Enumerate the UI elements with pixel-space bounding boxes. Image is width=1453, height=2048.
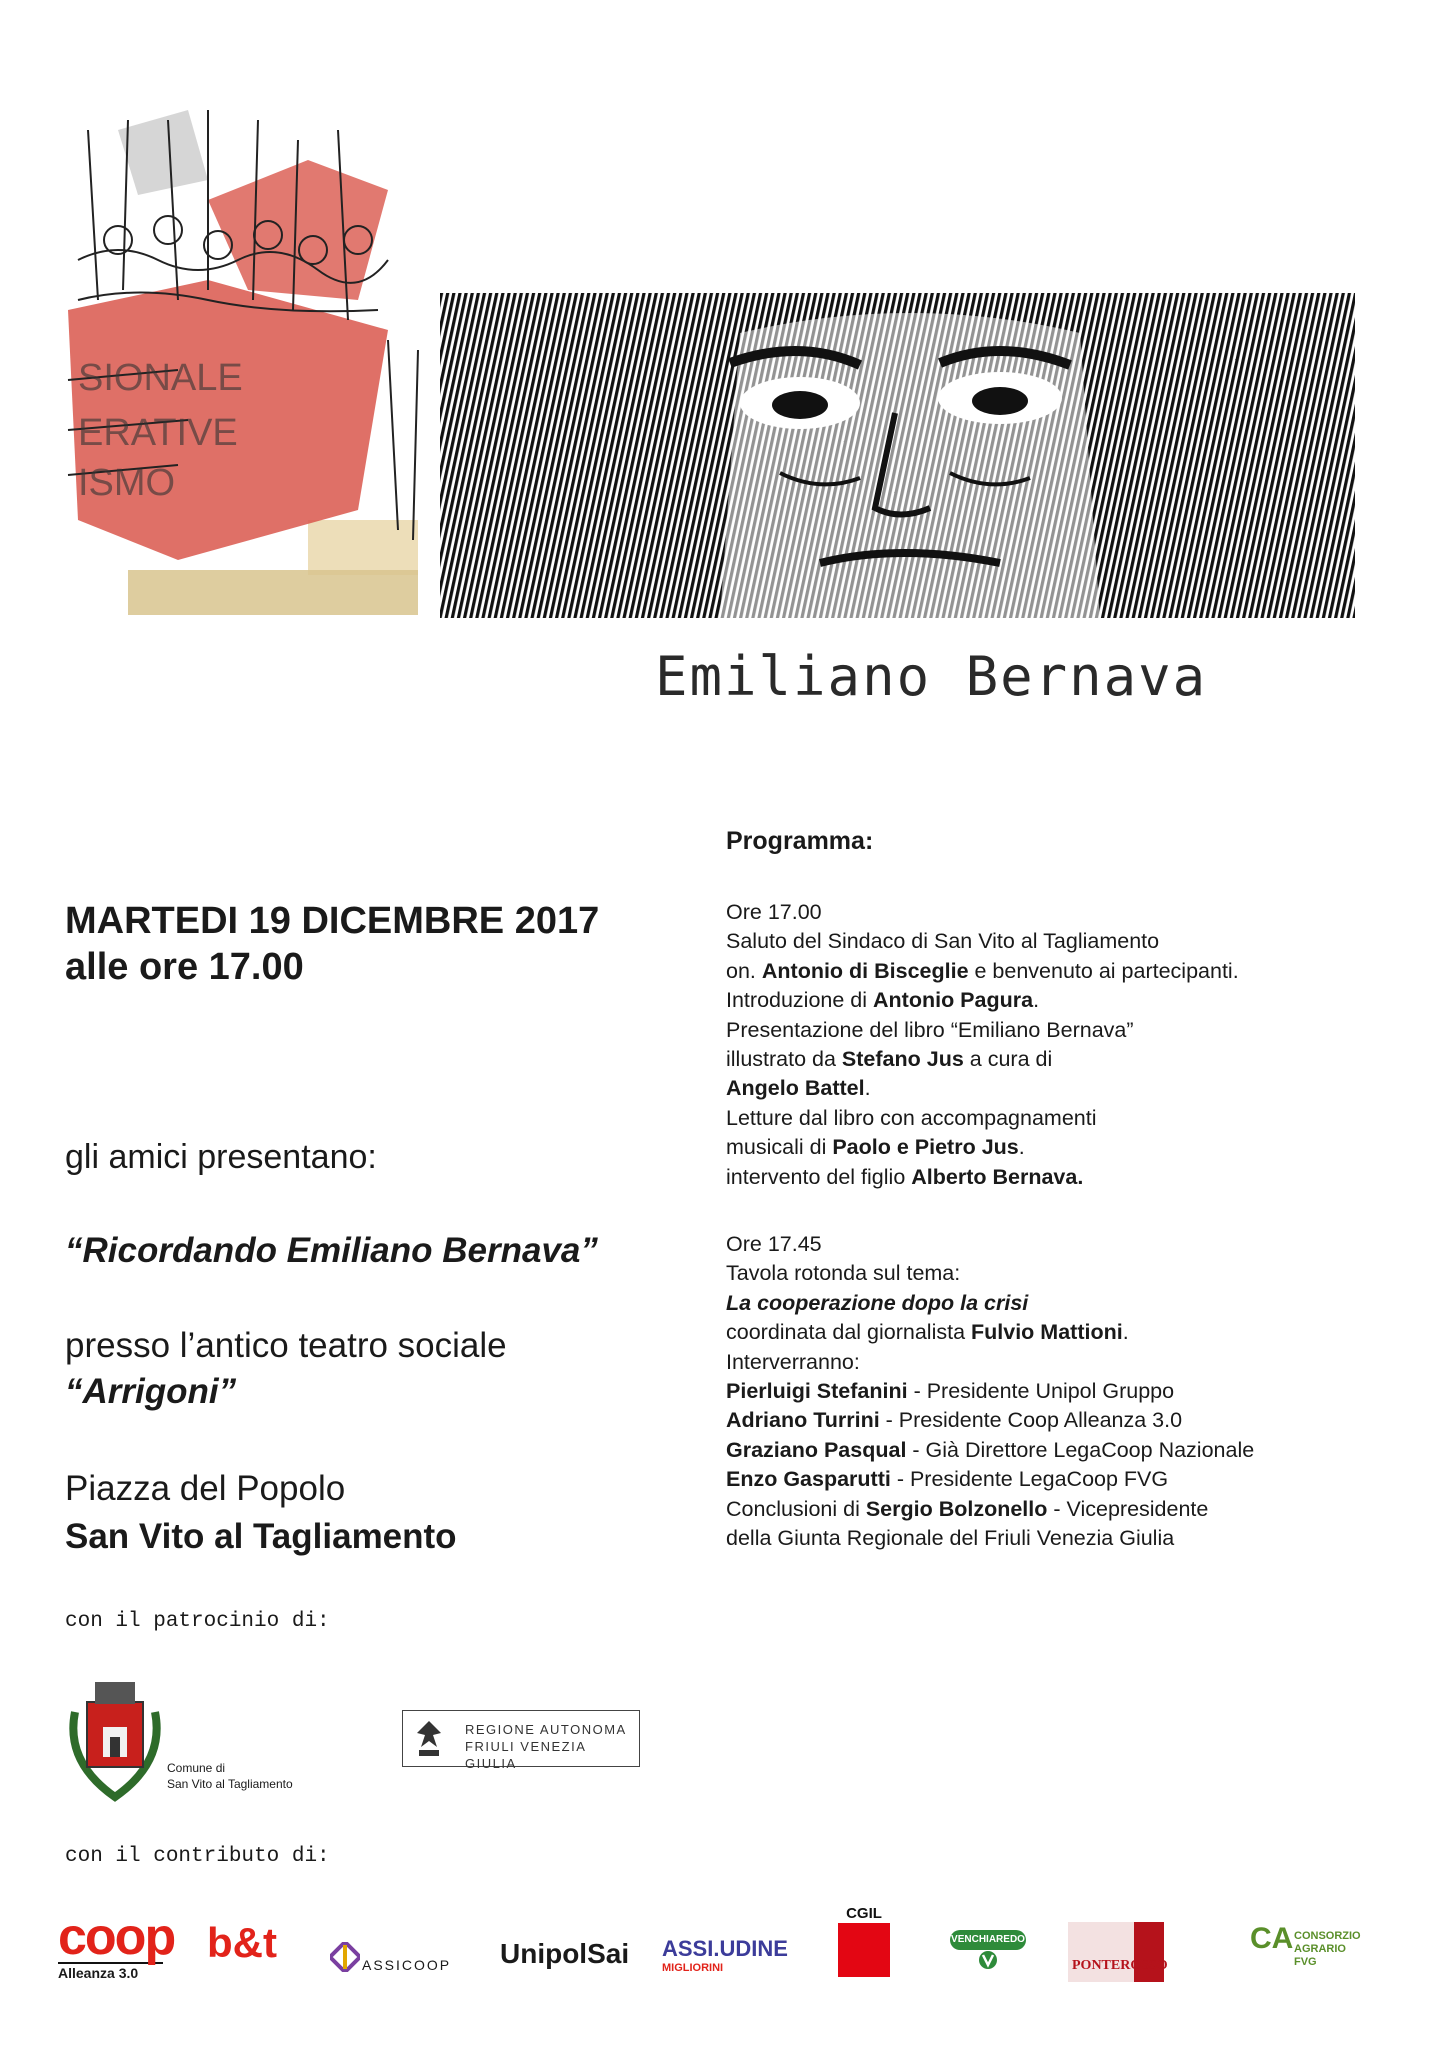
venue-name: “Arrigoni” (65, 1372, 237, 1411)
event-name: “Ricordando Emiliano Bernava” (65, 1231, 598, 1270)
program-text: Interverranno: (726, 1349, 860, 1374)
venchiaredo-logo (950, 1930, 1026, 1972)
program-text: Enzo Gasparutti (726, 1467, 891, 1492)
program-text: intervento del figlio (726, 1164, 912, 1189)
assiudine-wordmark: ASSI.UDINE (662, 1936, 788, 1961)
program-text: - Presidente Coop Alleanza 3.0 (879, 1408, 1183, 1433)
consorzio-line-1: CONSORZIO (1294, 1930, 1361, 1942)
coop-logo (58, 1908, 175, 1982)
venue-line: presso l’antico teatro sociale (65, 1326, 507, 1365)
program-line (726, 1289, 1254, 1318)
program-line (726, 1104, 1239, 1133)
program-text: Angelo Battel (726, 1076, 865, 1101)
program-text: Stefano Jus (841, 1047, 964, 1072)
program-text: Conclusioni di (726, 1496, 866, 1521)
program-text: Alberto Bernava. (911, 1164, 1084, 1189)
consorzio-logo (1250, 1922, 1370, 1972)
program-line (726, 1074, 1239, 1103)
protest-illustration (58, 100, 438, 625)
portrait-illustration (440, 293, 1355, 618)
program-text: . (1018, 1135, 1025, 1160)
program-line (726, 1406, 1254, 1435)
program-text: Introduzione di (726, 988, 874, 1013)
comune-line-1: Comune di (167, 1761, 226, 1775)
svg-text:ERATIVE: ERATIVE (78, 412, 238, 454)
program-heading: Programma: (726, 827, 874, 855)
consorzio-ca-mark: CA (1250, 1922, 1294, 1955)
program-text: musicali di (726, 1135, 833, 1160)
program-text: Ore 17.00 (726, 900, 822, 924)
program-line (726, 1524, 1254, 1553)
event-place (65, 1465, 457, 1561)
program-text: Fulvio Mattioni (971, 1320, 1123, 1345)
bt-wordmark: b&t (207, 1919, 277, 1966)
ponterosso-logo (1068, 1922, 1168, 1982)
program-line (726, 1318, 1254, 1347)
program-text: coordinata dal giornalista (726, 1320, 972, 1345)
assiudine-logo (662, 1936, 792, 1981)
assicoop-wordmark: ASSICOOP (362, 1957, 452, 1973)
program-text: . (1033, 988, 1040, 1013)
program-text: Adriano Turrini (726, 1408, 880, 1433)
program-text: Antonio di Bisceglie (761, 958, 969, 983)
assicoop-icon (330, 1942, 360, 1972)
bt-logo (207, 1915, 307, 1985)
regione-line-2: FRIULI VENEZIA GIULIA (465, 1739, 586, 1771)
program-text: - Presidente LegaCoop FVG (890, 1467, 1169, 1492)
place-square: Piazza del Popolo (65, 1469, 346, 1508)
event-venue (65, 1323, 507, 1415)
program-line (726, 1016, 1239, 1045)
venchiaredo-wordmark: VENCHIAREDO (950, 1930, 1026, 1950)
place-town: San Vito al Tagliamento (65, 1517, 457, 1556)
regione-text (465, 1721, 639, 1772)
assicoop-logo (330, 1942, 460, 1982)
coop-wordmark: coop (58, 1908, 175, 1966)
ponterosso-wordmark: PONTEROSSO (1072, 1958, 1168, 1973)
program-line (726, 1045, 1239, 1074)
program-part-2 (726, 1230, 1254, 1553)
program-line (726, 1133, 1239, 1162)
program-part-1 (726, 898, 1239, 1192)
event-intro: gli amici presentano: (65, 1138, 377, 1176)
program-text: - Presidente Unipol Gruppo (907, 1379, 1175, 1404)
comune-crest-logo (65, 1672, 165, 1802)
program-text: - Vicepresidente (1047, 1496, 1209, 1521)
event-date-line: MARTEDI 19 DICEMBRE 2017 (65, 900, 600, 942)
program-text: Antonio Pagura (873, 988, 1034, 1013)
assiudine-subtitle: MIGLIORINI (662, 1962, 724, 1974)
program-line (726, 1436, 1254, 1465)
cgil-wordmark: CGIL (838, 1905, 890, 1923)
unipolsai-logo: UnipolSai (500, 1938, 630, 1969)
consorzio-line-2: AGRARIO FVG (1294, 1943, 1346, 1968)
program-text: . (1122, 1320, 1129, 1345)
program-line (726, 1163, 1239, 1192)
event-time-line: alle ore 17.00 (65, 946, 304, 988)
event-date (65, 898, 599, 990)
svg-text:ISMO: ISMO (78, 462, 176, 504)
program-text: Graziano Pasqual (726, 1437, 907, 1462)
program-line (726, 986, 1239, 1015)
regione-line-1: REGIONE AUTONOMA (465, 1722, 627, 1737)
consorzio-text (1294, 1930, 1370, 1969)
program-line (726, 927, 1239, 956)
program-text: Sergio Bolzonello (865, 1496, 1048, 1521)
venchiaredo-v-icon (978, 1950, 998, 1970)
program-line (726, 898, 1239, 927)
program-line (726, 1348, 1254, 1377)
program-text: Letture dal libro con accompagnamenti (726, 1105, 1097, 1130)
program-text: - Già Direttore LegaCoop Nazionale (906, 1437, 1255, 1462)
program-line (726, 957, 1239, 986)
program-text: illustrato da (726, 1047, 842, 1072)
program-text: a cura di (963, 1047, 1053, 1072)
program-text: on. (726, 958, 762, 983)
program-text: Paolo e Pietro Jus (832, 1135, 1019, 1160)
program-text: La cooperazione dopo la crisi (726, 1290, 1029, 1315)
program-text: Pierluigi Stefanini (726, 1379, 908, 1404)
program-line (726, 1495, 1254, 1524)
patronage-label: con il patrocinio di: (65, 1610, 330, 1633)
regione-logo (402, 1710, 640, 1771)
contribution-label: con il contributo di: (65, 1845, 330, 1868)
program-line (726, 1465, 1254, 1494)
program-line (726, 1230, 1254, 1259)
program-text: e benvenuto ai partecipanti. (968, 958, 1239, 983)
program-text: . (864, 1076, 871, 1101)
eagle-icon (411, 1717, 447, 1759)
comune-line-2: San Vito al Tagliamento (167, 1777, 293, 1791)
comune-label (167, 1760, 293, 1792)
page-title: Emiliano Bernava (655, 645, 1208, 708)
program-line (726, 1259, 1254, 1288)
program-text: Presentazione del libro “Emiliano Bernava” (726, 1017, 1134, 1042)
cgil-logo (838, 1905, 890, 1977)
program-text: Tavola rotonda sul tema: (726, 1261, 961, 1286)
program-line (726, 1377, 1254, 1406)
program-text: Saluto del Sindaco di San Vito al Tagliamento (726, 929, 1160, 954)
coop-subtitle: Alleanza 3.0 (58, 1962, 163, 1982)
svg-text:SIONALE: SIONALE (78, 357, 243, 399)
program-text: Ore 17.45 (726, 1232, 822, 1256)
program-text: della Giunta Regionale del Friuli Venezia Giulia (726, 1526, 1175, 1551)
